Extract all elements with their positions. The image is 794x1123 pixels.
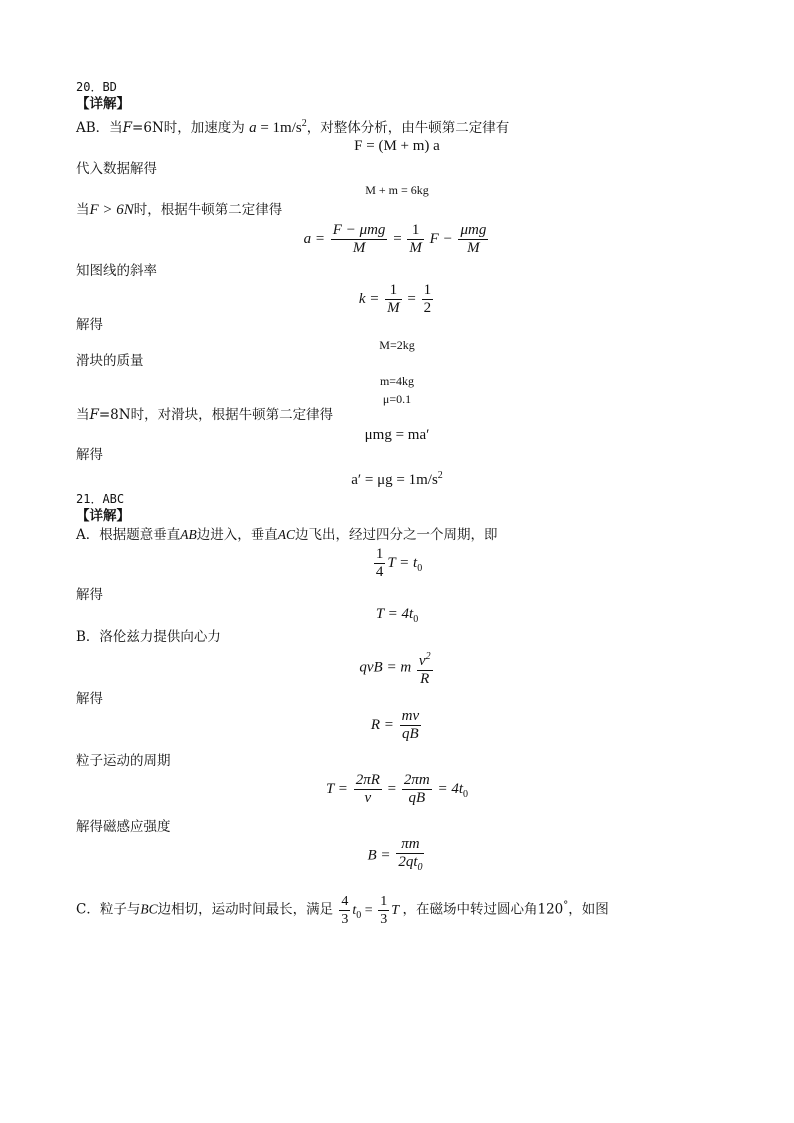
q21-eq-radius: R = $\frac{mv}{qB}$ — [370, 708, 420, 742]
q21-text-solve4: 解得 — [76, 691, 103, 707]
q20-text-slider-mass: 滑块的质量 — [76, 353, 144, 369]
q21-detail-label: 【详解】 — [76, 508, 130, 524]
q20-eq-mu: μ=0.1 — [382, 392, 412, 406]
q20-eq-m: m=4kg — [379, 374, 415, 388]
q21-line-c: C．粒子与BC边相切，运动时间最长，满足 $\frac{4}{3}$ $t_0$ = $\frac{1}{3}$ T ，在磁场中转过圆心角120°，如图 — [76, 894, 609, 927]
q21-text-b-field: 解得磁感应强度 — [76, 819, 171, 835]
q20-line-ab: AB．当F=6N时，加速度为 $a = 1m/s^2$，对整体分析，由牛顿第二定律有 — [76, 118, 510, 136]
q20-eq-M: M=2kg — [379, 338, 415, 352]
q21-text-solve3: 解得 — [76, 587, 103, 603]
q20-text-when8: 当F=8N时，对滑块，根据牛顿第二定律得 — [76, 407, 334, 423]
q20-eq-newton-whole: F = (M + m) a — [354, 138, 440, 154]
q20-detail-label: 【详解】 — [76, 96, 130, 112]
q21-eq-period: $T = 4t_0$ — [375, 606, 419, 625]
q20-eq-total-mass: M + m = 6kg — [365, 183, 429, 197]
q20-eq-slider-newton: μmg = ma′ — [364, 427, 430, 443]
q20-text-slope: 知图线的斜率 — [76, 263, 157, 279]
q21-text-period: 粒子运动的周期 — [76, 753, 171, 769]
q20-text-solve2: 解得 — [76, 447, 103, 463]
q21-line-a: A．根据题意垂直AB边进入，垂直AC边飞出，经过四分之一个周期，即 — [76, 527, 498, 543]
q20-eq-a-prime: $a' = \mu g = 1m/s^2$ — [351, 470, 443, 488]
q20-text-when-gt6: 当F > 6N时，根据牛顿第二定律得 — [76, 202, 283, 218]
q20-text-solve1: 解得 — [76, 317, 103, 333]
q20-eq-slope: k = $\frac{1}{M}$ = $\frac{1}{2}$ — [358, 282, 432, 316]
q21-line-b: B．洛伦兹力提供向心力 — [76, 629, 221, 645]
q20-text-substitute: 代入数据解得 — [76, 161, 157, 177]
q21-eq-quarter-period: $\frac{1}{4}$ $T = t_0$ — [375, 546, 423, 580]
q21-eq-b-field: B = $\frac{\pi m}{2qt_0}$ — [0, 836, 794, 876]
q20-eq-acceleration: a = $\frac{\text{F − μmg}}{M}$ = $\frac{1}{M}$ F − $\frac{\text{μmg}}{M}$ — [303, 222, 487, 256]
q21-eq-period-formula: T = $\frac{2\pi R}{v}$ = $\frac{2\pi m}{qB}$ = $4t_0$ — [325, 772, 468, 806]
q21-heading: 21．ABC — [76, 492, 125, 506]
q21-eq-lorentz: qvB = m $\frac{v^2}{R}$ — [359, 651, 431, 687]
q20-heading: 20．BD — [76, 80, 117, 94]
